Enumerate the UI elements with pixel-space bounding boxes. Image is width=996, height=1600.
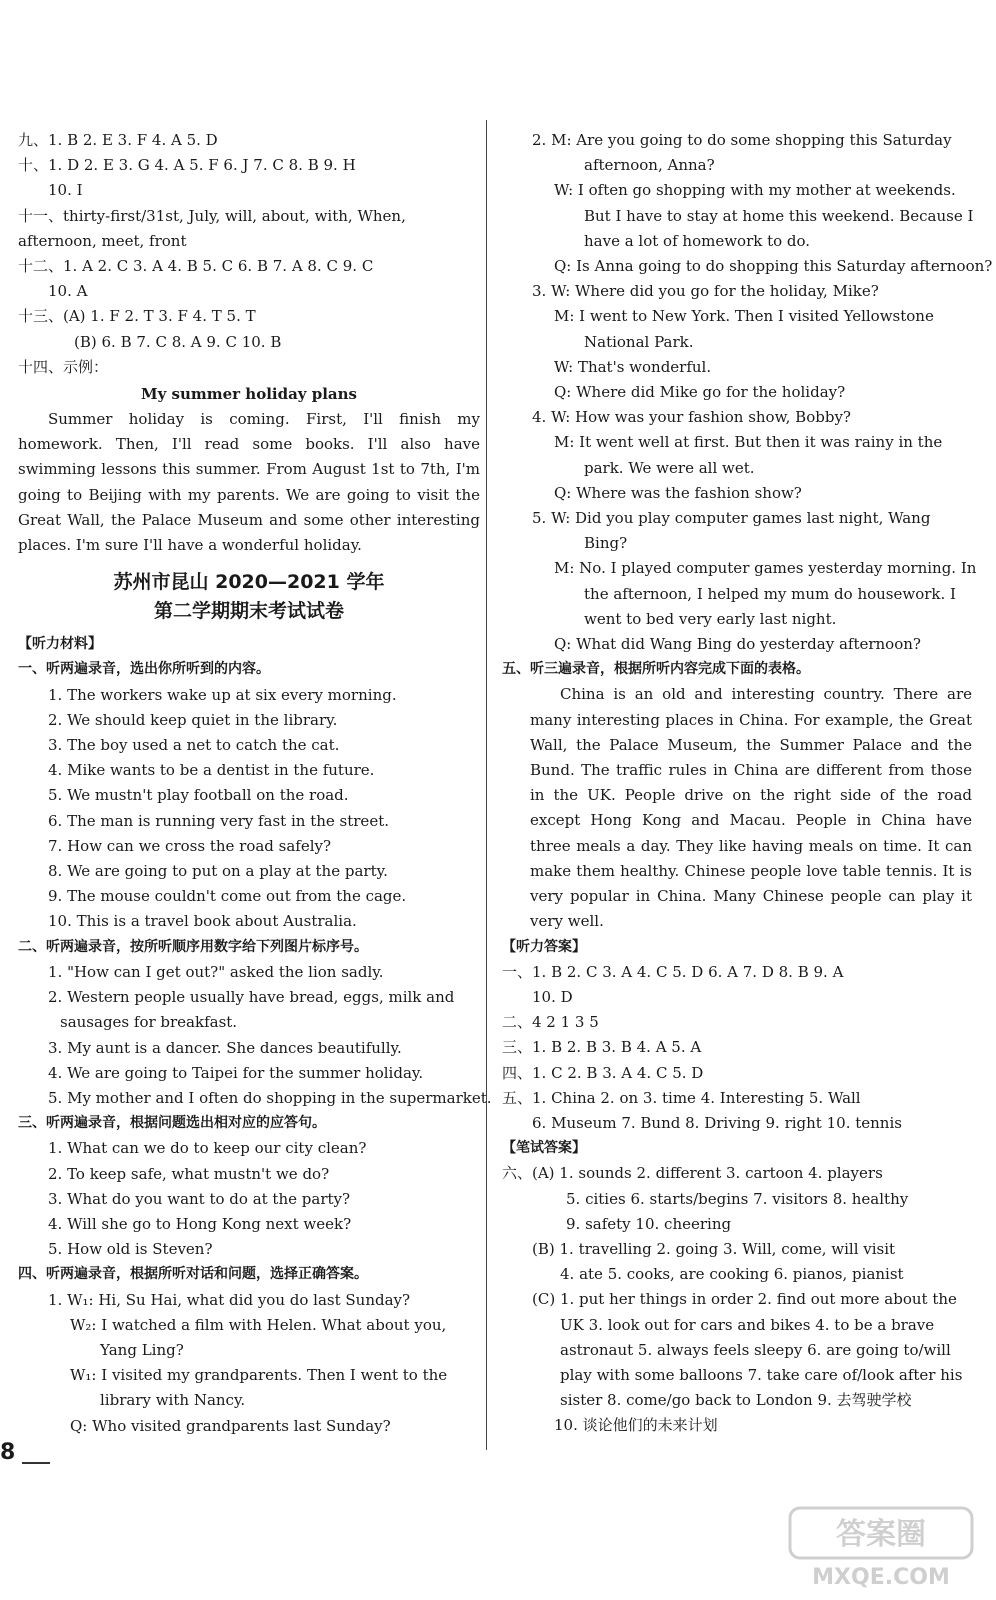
section-3-title: 三、听两遍录音，根据问题选出相对应的应答句。 <box>18 1115 326 1132</box>
list-item: 5. We mustn't play football on the road. <box>48 786 349 805</box>
dialog-line: W₁: I visited my grandparents. Then I went to the <box>70 1366 448 1385</box>
answer-line: 六、(A) 1. sounds 2. different 3. cartoon 4. players <box>502 1164 883 1183</box>
svg-text:答案圈: 答案圈 <box>836 1517 926 1552</box>
list-item: 10. This is a travel book about Australia. <box>48 912 357 931</box>
answer-line: 5. cities 6. starts/begins 7. visitors 8. healthy <box>566 1189 909 1208</box>
answer-line: 二、4 2 1 3 5 <box>502 1013 599 1032</box>
dialog-line: W: That's wonderful. <box>554 357 712 376</box>
dialog-line: Q: Where was the fashion show? <box>554 483 802 502</box>
dialog-line: W: I often go shopping with my mother at weekends. <box>554 181 956 200</box>
answer-line: 9. safety 10. cheering <box>566 1214 732 1233</box>
list-item: 3. The boy used a net to catch the cat. <box>48 736 340 755</box>
dialog-line: Q: Where did Mike go for the holiday? <box>554 383 846 402</box>
essay-title: My summer holiday plans <box>140 385 357 404</box>
answer-line: afternoon, meet, front <box>18 231 187 250</box>
list-item: 9. The mouse couldn't come out from the cage. <box>48 887 407 906</box>
list-item: 1. What can we do to keep our city clean? <box>48 1139 367 1158</box>
answer-line: 十一、thirty-first/31st, July, will, about, with, When, <box>18 206 406 225</box>
page-number-dash <box>22 1462 50 1464</box>
left-column <box>18 128 492 1439</box>
answer-line: 十四、示例： <box>18 357 109 376</box>
answer-line: sister 8. come/go back to London 9. 去驾驶学校 <box>560 1391 912 1410</box>
dialog-line: Bing? <box>584 534 628 553</box>
dialog-line: M: It went well at first. But then it was rainy in the <box>554 433 943 452</box>
written-answers-label: 【笔试答案】 <box>502 1140 586 1157</box>
answer-line: astronaut 5. always feels sleepy 6. are going to/will <box>560 1340 951 1359</box>
section-4-title: 四、听两遍录音，根据所听对话和问题，选择正确答案。 <box>18 1266 368 1283</box>
answer-line: (B) 6. B 7. C 8. A 9. C 10. B <box>74 332 282 351</box>
answer-line: 10. A <box>48 282 88 301</box>
watermark-logo <box>786 1502 976 1592</box>
section-2-title: 二、听两遍录音，按所听顺序用数字给下列图片标序号。 <box>18 938 368 955</box>
list-item: 3. What do you want to do at the party? <box>48 1189 351 1208</box>
listening-answers-label: 【听力答案】 <box>502 938 586 955</box>
list-item: 6. The man is running very fast in the street. <box>48 811 389 830</box>
dialog-line: Q: What did Wang Bing do yesterday afternoon? <box>554 635 921 654</box>
list-item: 4. Mike wants to be a dentist in the future. <box>48 761 375 780</box>
answer-line: play with some balloons 7. take care of/look after his <box>560 1365 963 1384</box>
list-item: sausages for breakfast. <box>60 1013 238 1032</box>
list-item: 1. "How can I get out?" asked the lion sadly. <box>48 962 384 981</box>
answer-line: 4. ate 5. cooks, are cooking 6. pianos, pianist <box>560 1265 904 1284</box>
dialog-line: have a lot of homework to do. <box>584 231 811 250</box>
list-item: 5. How old is Steven? <box>48 1240 213 1259</box>
dialog-line: But I have to stay at home this weekend. Because I <box>584 206 974 225</box>
answer-line: 十、1. D 2. E 3. G 4. A 5. F 6. J 7. C 8. B 9. H <box>18 156 356 175</box>
dialog-line: afternoon, Anna? <box>584 156 715 175</box>
exam-title-line-1: 苏州市昆山 2020—2021 学年 <box>113 571 385 594</box>
list-item: 4. Will she go to Hong Kong next week? <box>48 1214 352 1233</box>
section-5-passage: China is an old and interesting country. There are many interesting places in China. For example, the Great Wall, the Palace Museum, the Summer Palace and the Bund. The traffic rules in China are different from those in the UK. People drive on the right side of the road except Hong Kong and Macau. People in China have three meals a day. They like having meals on time. It can make them healthy. Chinese people love table tennis. It is very popular in China. Many Chinese people can play it very well. <box>530 685 972 931</box>
answer-line: (C) 1. put her things in order 2. find out more about the <box>532 1290 957 1309</box>
dialog-line: 4. W: How was your fashion show, Bobby? <box>532 408 851 427</box>
list-item: 2. We should keep quiet in the library. <box>48 710 338 729</box>
listening-material-label: 【听力材料】 <box>18 636 102 653</box>
list-item: 5. My mother and I often do shopping in the supermarket. <box>48 1088 492 1107</box>
dialog-line: Q: Who visited grandparents last Sunday? <box>70 1416 391 1435</box>
dialog-line: 1. W₁: Hi, Su Hai, what did you do last Sunday? <box>48 1290 411 1309</box>
dialog-line: the afternoon, I helped my mum do housework. I <box>584 584 956 603</box>
dialog-line: W₂: I watched a film with Helen. What about you, <box>70 1315 447 1334</box>
answer-line: 五、1. China 2. on 3. time 4. Interesting 5. Wall <box>502 1088 861 1107</box>
dialog-line: M: No. I played computer games yesterday morning. In <box>554 559 977 578</box>
column-divider <box>486 120 487 1450</box>
dialog-line: 5. W: Did you play computer games last night, Wang <box>532 509 931 528</box>
dialog-line: Yang Ling? <box>100 1340 184 1359</box>
section-1-title: 一、听两遍录音，选出你所听到的内容。 <box>18 661 270 678</box>
right-column <box>502 128 993 1439</box>
dialog-line: National Park. <box>584 332 694 351</box>
dialog-line: park. We were all wet. <box>584 458 755 477</box>
dialog-line: library with Nancy. <box>100 1391 246 1410</box>
dialog-line: 2. M: Are you going to do some shopping this Saturday <box>532 131 952 149</box>
answer-line: 10. I <box>48 181 83 200</box>
answer-line: (B) 1. travelling 2. going 3. Will, come, will visit <box>532 1239 896 1258</box>
answer-line: UK 3. look out for cars and bikes 4. to be a brave <box>560 1315 935 1334</box>
answer-line: 四、1. C 2. B 3. A 4. C 5. D <box>502 1063 704 1082</box>
svg-text:MXQE.COM: MXQE.COM <box>812 1565 950 1590</box>
dialog-line: M: I went to New York. Then I visited Yellowstone <box>554 307 934 326</box>
answer-line: 10. 谈论他们的未来计划 <box>554 1416 718 1435</box>
answer-line: 10. D <box>532 987 573 1006</box>
answer-line: 三、1. B 2. B 3. B 4. A 5. A <box>502 1038 702 1057</box>
list-item: 3. My aunt is a dancer. She dances beautifully. <box>48 1038 402 1057</box>
dialog-line: went to bed very early last night. <box>584 609 837 628</box>
list-item: 1. The workers wake up at six every morning. <box>48 685 397 704</box>
answer-line: 十二、1. A 2. C 3. A 4. B 5. C 6. B 7. A 8. C 9. C <box>18 257 374 276</box>
section-5-title: 五、听三遍录音，根据所听内容完成下面的表格。 <box>502 661 810 678</box>
list-item: 4. We are going to Taipei for the summer holiday. <box>48 1063 424 1082</box>
answer-line: 一、1. B 2. C 3. A 4. C 5. D 6. A 7. D 8. B 9. A <box>502 962 844 981</box>
dialog-line: 3. W: Where did you go for the holiday, Mike? <box>532 282 879 301</box>
page-number: 8 <box>0 1440 16 1465</box>
dialog-line: Q: Is Anna going to do shopping this Saturday afternoon? <box>554 257 993 276</box>
answer-line: 6. Museum 7. Bund 8. Driving 9. right 10. tennis <box>532 1113 902 1132</box>
answer-line: 十三、(A) 1. F 2. T 3. F 4. T 5. T <box>18 307 256 326</box>
list-item: 7. How can we cross the road safely? <box>48 836 332 855</box>
list-item: 2. Western people usually have bread, eggs, milk and <box>48 988 455 1007</box>
list-item: 2. To keep safe, what mustn't we do? <box>48 1164 330 1183</box>
list-item: 8. We are going to put on a play at the party. <box>48 862 388 881</box>
exam-title-line-2: 第二学期期末考试试卷 <box>153 600 344 623</box>
essay-body: Summer holiday is coming. First, I'll finish my homework. Then, I'll read some books. I'll also have swimming lessons this summer. From August 1st to 7th, I'm going to Beijing with my parents. We are going to visit the Great Wall, the Palace Museum and some other interesting places. I'm sure I'll have a wonderful holiday. <box>18 410 480 555</box>
answer-line: 九、1. B 2. E 3. F 4. A 5. D <box>18 131 218 149</box>
